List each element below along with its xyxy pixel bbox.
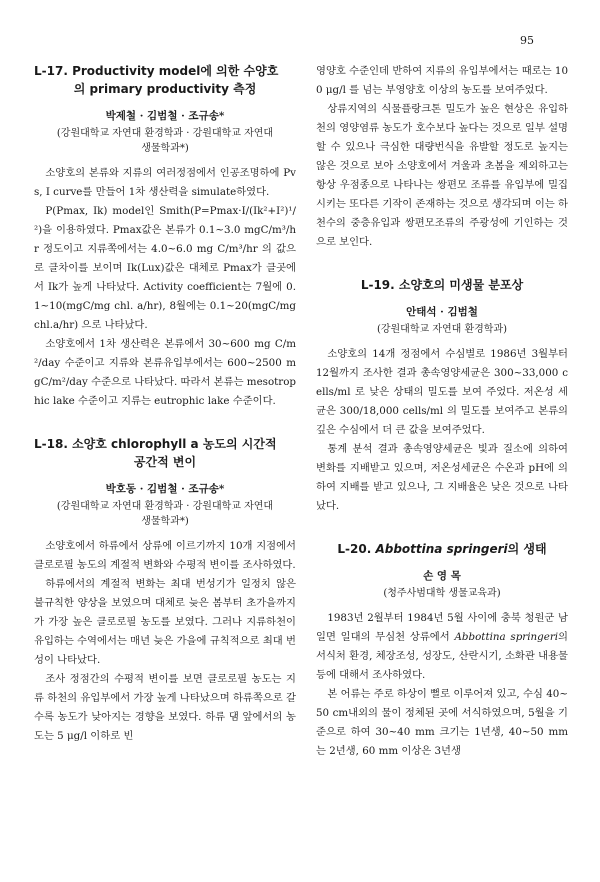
l18-affiliation	[34, 499, 296, 529]
l19-authors: 안태석 · 김범철	[406, 306, 478, 318]
l17-para3: 소양호에서 1차 생산력은 본류에서 30~600 mg C/m²/day 수준이고 지류와 본류유입부에서는 600~2500 mgC/m²/day 수준으로 나타났다. 따라서 본류는 mesotrophic lake 수준이고 지류는 eutrophic lake 수준이다.	[34, 338, 296, 407]
l17-affiliation-line1: (강원대학교 자연대 환경학과 · 강원대학교 자연대	[56, 128, 274, 139]
l18-cont-para2: 상류지역의 식물플랑크톤 밀도가 높은 현상은 유입하천의 영양염류 농도가 호수보다 높다는 것으로 일부 설명할 수 있으나 극심한 대량번식을 유발할 정도로 높지는 않은 것으로 보아 소양호에서 겨울과 초봄을 제외하고는 항상 우점종으로 나타나는 쌍편모 조류를 유입부에 밀집시키는 또다른 기작이 존재하는 것으로 생각되며 이는 하천수의 중층유입과 쌍편모조류의 주광성에 기인하는 것으로 보인다.	[316, 103, 568, 248]
l17-affiliation	[34, 126, 296, 156]
l18-affiliation-line2: 생물학과*)	[141, 516, 189, 527]
l20-title-species: Abbottina springeri	[375, 542, 508, 556]
l20-title-suffix: 의 생태	[507, 542, 547, 556]
l17-para2: P(Pmax, Ik) model인 Smith(P=Pmax·I/(Ik²+I²)¹/²)을 이용하였다. Pmax값은 본류가 0.1~3.0 mgC/m³/hr 정도이고 지류쪽에서는 4.0~6.0 mg C/m³/hr 의 값으로 클차이를 보이며 Ik(Lux)값은 대체로 Pmax가 클곳에서 Ik가 높게 나타났다. Activity coefficient는 7월에 0.1~10(mgC/mg chl. a/hr), 8월에는 0.1~20(mgC/mg chl.a/hr) 으로 나타났다.	[34, 205, 296, 331]
l17-authors: 박제철 · 김범철 · 조규송*	[105, 110, 225, 122]
l20-para1-pre: 1983년 2월부터 1984년 5월 사이에 충북 청원군 남일면 일대의 무심천 상류에서	[316, 612, 568, 643]
l20-para1-post: 의 서식처 환경, 체장조성, 성장도, 산란시기, 소화관 내용물등에 대해서 조사하였다.	[316, 631, 568, 681]
l18-para1: 소양호에서 하류에서 상류에 이르기까지 10개 지점에서 클로로필 농도의 계절적 변화와 수평적 변이를 조사하였다.	[34, 540, 296, 571]
page-number: 95	[520, 34, 534, 47]
l19-para1: 소양호의 14개 정점에서 수심별로 1986년 3월부터 12월까지 조사한 결과 총속영양세균은 300~33,000 cells/ml 로 낮은 상태의 밀도를 보여 주었다. 저온성 세균은 300/18,000 cells/ml 의 밀도를 보여주고 본류의 깊은 수심에서 더 큰 값을 보여주었다.	[316, 348, 568, 436]
l18-title-line2: 공간적 변이	[133, 455, 197, 469]
l18-para2: 하류에서의 계절적 변화는 최대 번성기가 일정치 않은 불규칙한 양상을 보였으며 대체로 늦은 봄부터 초가을까지가 가장 높은 클로로필 농도를 보였다. 그러나 지류하천이 유입하는 수역에서는 매년 늦은 가을에 규칙적으로 최대 번성이 나타났다.	[34, 578, 296, 666]
l20-para1-species: Abbottina springeri	[454, 631, 559, 643]
l20-para1	[316, 609, 568, 685]
right-column	[316, 62, 568, 761]
l17-title-line1: L-17. Productivity model에 의한 수양호	[34, 64, 279, 78]
l18-affiliation-line1: (강원대학교 자연대 환경학과 · 강원대학교 자연대	[56, 501, 274, 512]
l20-para2: 본 어류는 주로 하상이 뻘로 이루어져 있고, 수심 40~50 cm내외의 물이 정체된 곳에 서식하였으며, 5월을 기준으로 하여 30~40 mm 크기는 1년생, 40~50 mm 는 2년생, 60 mm 이상은 3년생	[316, 688, 568, 757]
l18-title-line1: L-18. 소양호 chlorophyll a 농도의 시간적	[34, 437, 277, 451]
l20-authors: 손 영 목	[423, 570, 461, 582]
l18-cont-para1: 영양호 수준인데 반하여 지류의 유입부에서는 때로는 100 μg/l 를 넘는 부영양호 이상의 농도를 보여주었다.	[316, 65, 568, 96]
l19-affiliation: (강원대학교 자연대 환경학과)	[376, 324, 508, 335]
left-column	[34, 62, 296, 746]
l18-para3: 조사 정점간의 수평적 변이를 보면 클로로필 농도는 지류 하천의 유입부에서 가장 높게 나타났으며 하류쪽으로 갈수록 농도가 낮아지는 경향을 보였다. 하류 댐 앞에서의 농도는 5 μg/l 이하로 빈	[34, 673, 296, 742]
l17-affiliation-line2: 생물학과*)	[141, 143, 189, 154]
l20-title	[316, 540, 568, 558]
l17-title-line2: 의 primary productivity 측정	[73, 82, 257, 96]
l20-title-prefix: L-20.	[337, 542, 376, 556]
l19-para2: 통계 분석 결과 총속영양세균은 빛과 질소에 의하여 변화를 지배받고 있으며, 저온성세균은 수온과 pH에 의하여 지배를 받고 있으나, 그 지배율은 낮은 것으로 나타났다.	[316, 443, 568, 512]
l17-para1: 소양호의 본류와 지류의 여러정점에서 인공조명하에 Pvs, I curve를 만들어 1차 생산력을 simulate하였다.	[34, 167, 296, 198]
l20-affiliation: (청주사범대학 생물교육과)	[383, 588, 501, 599]
l19-title: L-19. 소양호의 미생물 분포상	[360, 278, 524, 292]
l18-authors: 박호동 · 김범철 · 조규송*	[105, 483, 225, 495]
